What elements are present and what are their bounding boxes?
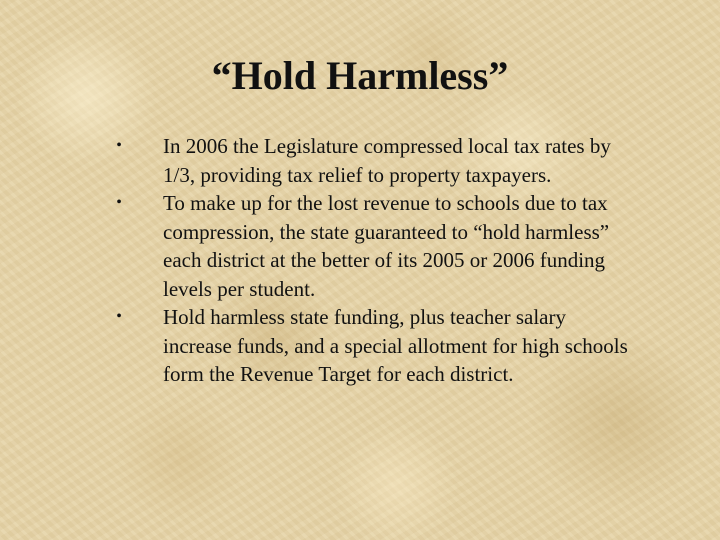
bullet-item — [110, 189, 630, 303]
bullet-list — [110, 132, 630, 389]
bullet-icon: • — [116, 194, 122, 211]
bullet-item — [110, 132, 630, 189]
bullet-text: Hold harmless state funding, plus teacher salary increase funds, and a special allotment for high schools form the Revenue Target for each district. — [163, 305, 628, 386]
slide-title: “Hold Harmless” — [211, 53, 509, 98]
bullet-item — [110, 303, 630, 389]
bullet-icon: • — [116, 308, 122, 325]
bullet-text: In 2006 the Legislature compressed local tax rates by 1/3, providing tax relief to property taxpayers. — [163, 134, 611, 187]
bullet-text: To make up for the lost revenue to schools due to tax compression, the state guaranteed to “hold harmless” each district at the better of its 2005 or 2006 funding levels per student. — [163, 191, 610, 301]
bullet-icon: • — [116, 137, 122, 154]
